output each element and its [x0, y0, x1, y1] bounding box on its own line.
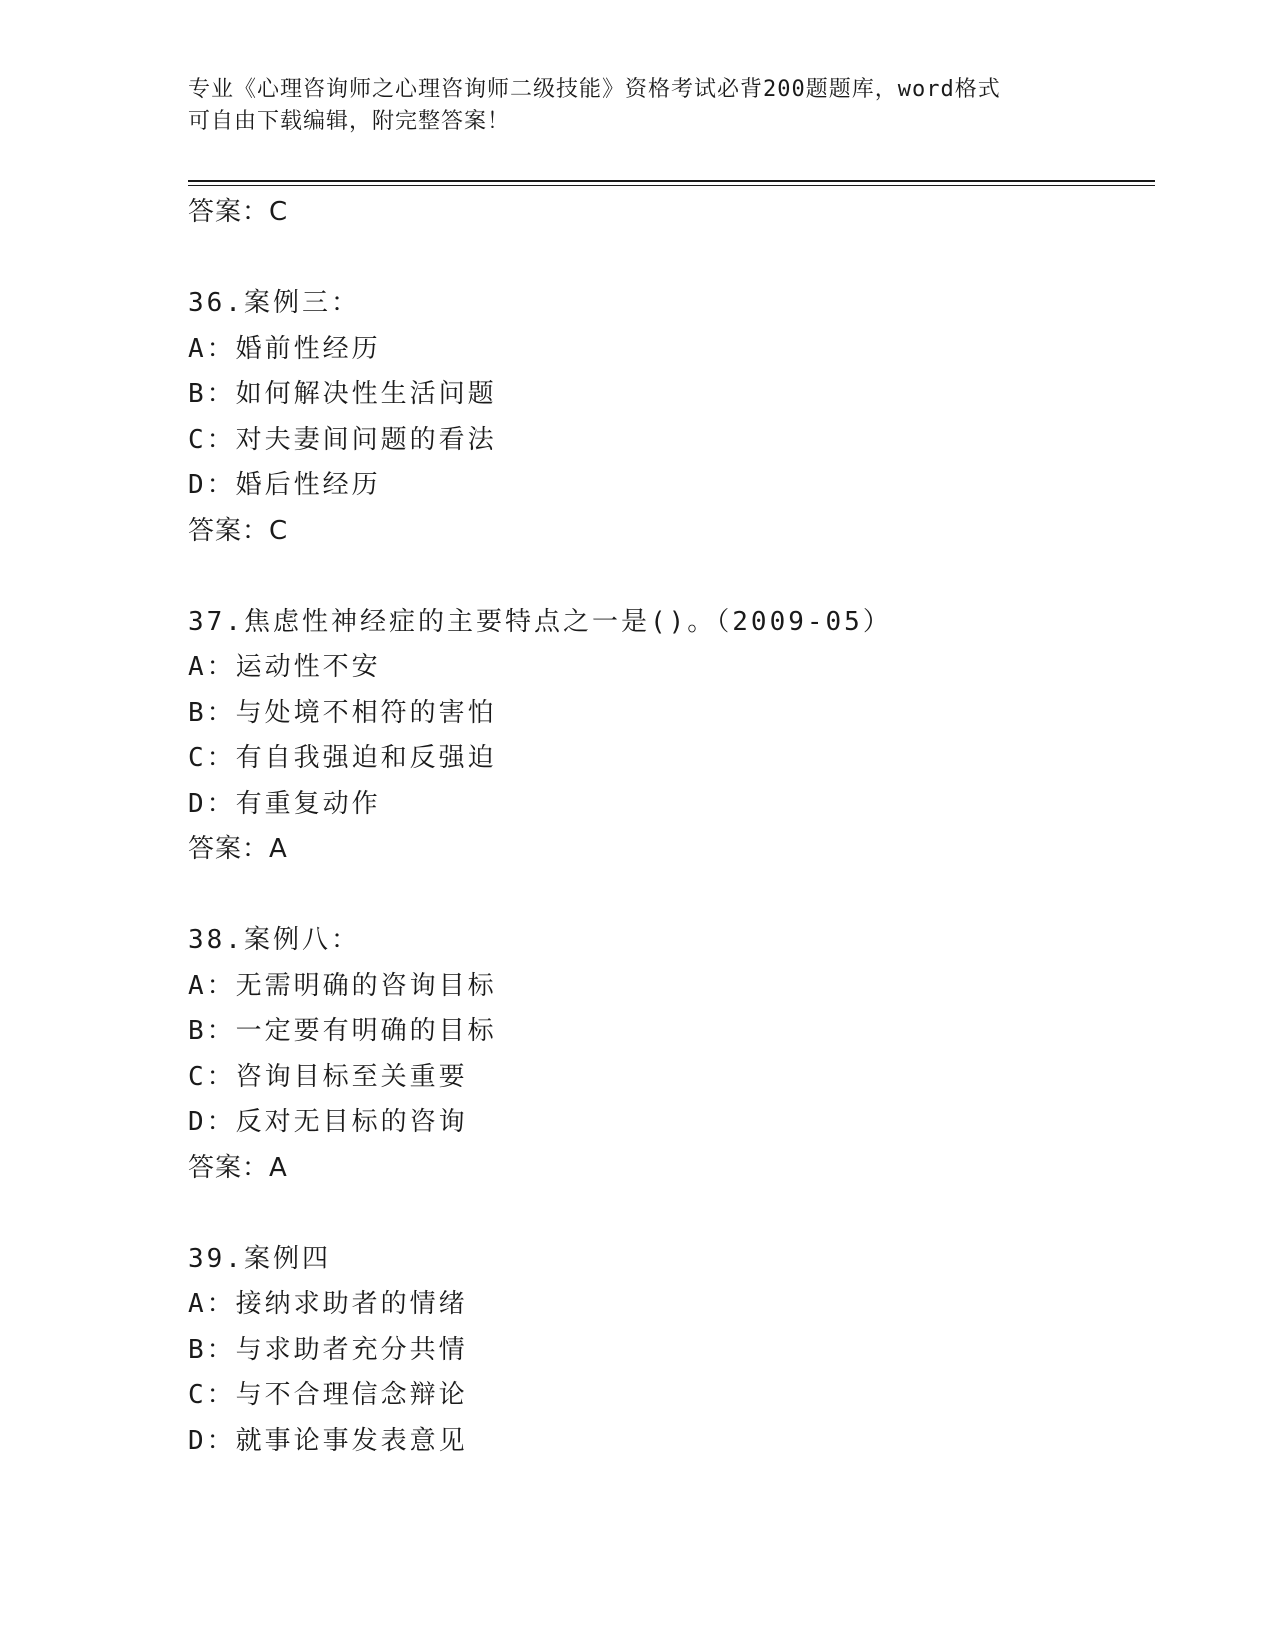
option-a: A：无需明确的咨询目标 [188, 970, 497, 1001]
spacer [188, 873, 1148, 919]
question-block [188, 918, 1148, 1191]
spacer [188, 1191, 1148, 1237]
option-c: C：对夫妻间问题的看法 [188, 424, 497, 455]
answer-line: 答案：C [188, 515, 289, 546]
question-block [188, 281, 1148, 554]
option-d: D：有重复动作 [188, 788, 381, 819]
option-a: A：运动性不安 [188, 652, 381, 682]
option-b: B：与求助者充分共情 [188, 1334, 468, 1365]
header-line-1: 专业《心理咨询师之心理咨询师二级技能》资格考试必背200题题库，word格式 [188, 77, 1001, 102]
answer-line: 答案：A [188, 834, 288, 864]
header-line-2: 可自由下载编辑，附完整答案！ [188, 109, 511, 134]
question-stem: 38.案例八： [188, 925, 360, 955]
header-divider-thick [188, 180, 1155, 182]
option-c: C：有自我强迫和反强迫 [188, 743, 497, 773]
question-block [188, 600, 1148, 873]
option-b: B：如何解决性生活问题 [188, 379, 497, 409]
option-d: D：婚后性经历 [188, 470, 381, 500]
option-c: C：咨询目标至关重要 [188, 1061, 468, 1092]
option-c: C：与不合理信念辩论 [188, 1380, 468, 1410]
header-divider-thin [188, 185, 1155, 186]
option-a: A：接纳求助者的情绪 [188, 1289, 468, 1319]
spacer [188, 554, 1148, 600]
option-b: B：一定要有明确的目标 [188, 1016, 497, 1046]
option-d: D：反对无目标的咨询 [188, 1107, 468, 1137]
answer-line: 答案：A [188, 1152, 288, 1183]
document-header [188, 74, 1068, 138]
question-stem: 37.焦虑性神经症的主要特点之一是()。（2009-05） [188, 606, 892, 637]
answer-line: 答案：C [188, 197, 289, 227]
option-b: B：与处境不相符的害怕 [188, 697, 497, 728]
question-stem: 39.案例四 [188, 1243, 331, 1274]
question-block [188, 1237, 1148, 1465]
question-stem: 36.案例三： [188, 288, 360, 318]
option-d: D：就事论事发表意见 [188, 1425, 468, 1456]
option-a: A：婚前性经历 [188, 333, 381, 364]
question-list [188, 190, 1148, 1464]
spacer [188, 236, 1148, 282]
